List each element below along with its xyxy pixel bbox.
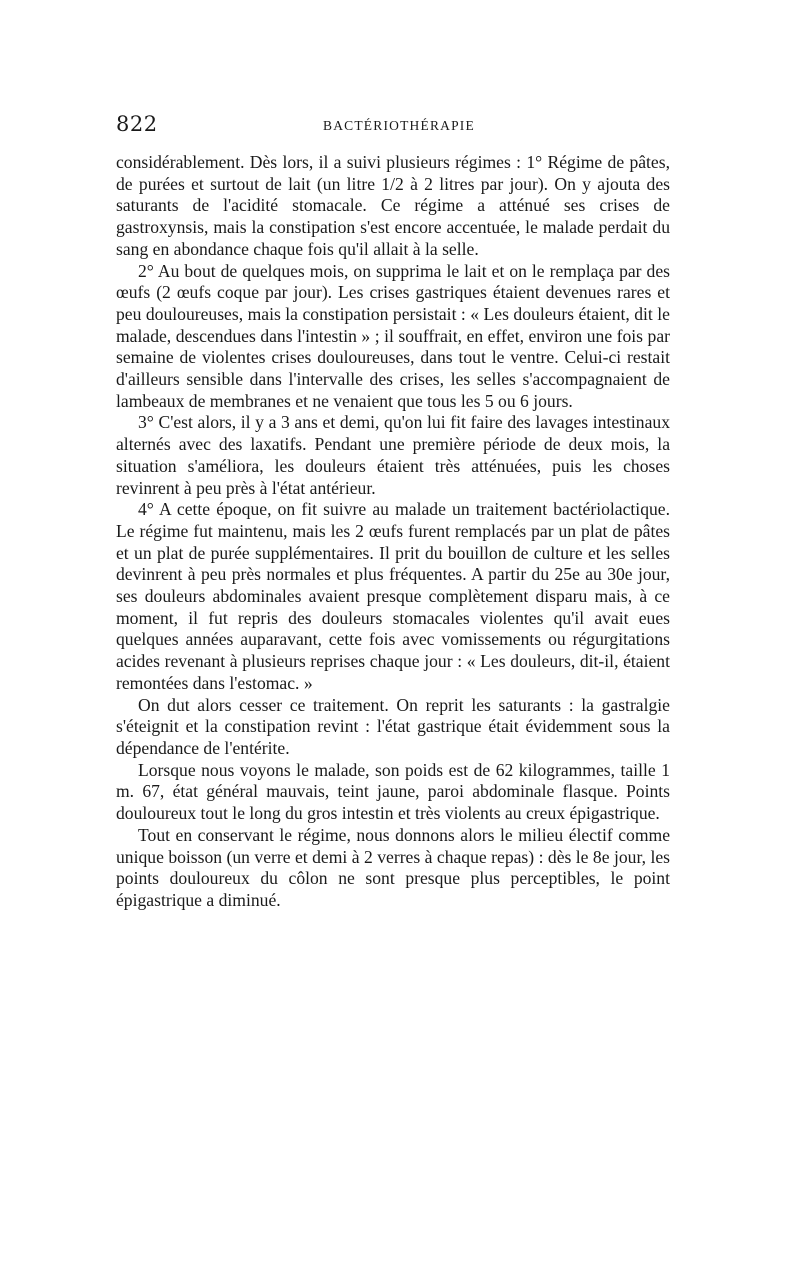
paragraph-regime-2: 2° Au bout de quelques mois, on supprima le lait et on le remplaça par des œufs (2 œufs coque par jour). Les crises gastriques étaient devenues rares et peu douloureuses, mais la constipation persistait : « Les douleurs étaient, dit le malade, descendues dans l'intestin » ; il souffrait, en effet, environ une fois par semaine de violentes crises douloureuses, dans tout le ventre. Celui-ci restait d'ailleurs sensible dans l'intervalle des crises, les selles s'accompagnaient de lambeaux de membranes et ne venaient que tous les 5 ou 6 jours. — [116, 260, 670, 411]
paragraph-treatment-stopped: On dut alors cesser ce traitement. On reprit les saturants : la gastralgie s'éteignit et la constipation revint : l'état gastrique était évidemment sous la dépendance de l'entérite. — [116, 694, 670, 758]
paragraph-regime-3: 3° C'est alors, il y a 3 ans et demi, qu'on lui fit faire des lavages intestinaux alternés avec des laxatifs. Pendant une première période de deux mois, la situation s'améliora, les douleurs étaient très atténuées, puis les choses revinrent à peu près à l'état antérieur. — [116, 412, 670, 498]
paragraph-elective-medium: Tout en conservant le régime, nous donnons alors le milieu électif comme unique boisson (un verre et demi à 2 verres à chaque repas) : dès le 8e jour, les points douloureux du côlon ne sont presque plus perceptibles, le point épigastrique a diminué. — [116, 824, 670, 910]
paragraph-examination: Lorsque nous voyons le malade, son poids est de 62 kilogrammes, taille 1 m. 67, état général mauvais, teint jaune, paroi abdominale flasque. Points douloureux tout le long du gros intestin et très violents au creux épigastrique. — [116, 759, 670, 824]
paragraph-continuation: considérablement. Dès lors, il a suivi plusieurs régimes : 1° Régime de pâtes, de purées et surtout de lait (un litre 1/2 à 2 litres par jour). On y ajouta des saturants de l'acidité stomacale. Ce régime a atténué ses crises de gastroxynsis, mais la constipation s'est encore accentuée, le malade perdait du sang en abondance chaque fois qu'il allait à la selle. — [116, 152, 670, 259]
body-text — [116, 152, 670, 912]
page-number: 822 — [116, 112, 158, 136]
running-title: BACTÉRIOTHÉRAPIE — [323, 118, 475, 133]
running-head — [116, 112, 672, 136]
paragraph-regime-4: 4° A cette époque, on fit suivre au malade un traitement bactériolactique. Le régime fut maintenu, mais les 2 œufs furent remplacés par un plat de pâtes et un plat de purée supplémentaires. Il prit du bouillon de culture et les selles devinrent à peu près normales et plus fréquentes. A partir du 25e au 30e jour, ses douleurs abdominales avaient presque complètement disparu mais, à ce moment, il fut repris des douleurs stomacales violentes qu'il avait eues quelques années auparavant, cette fois avec vomissements ou régurgitations acides revenant à plusieurs reprises chaque jour : « Les douleurs, dit-il, étaient remontées dans l'estomac. » — [116, 499, 670, 693]
